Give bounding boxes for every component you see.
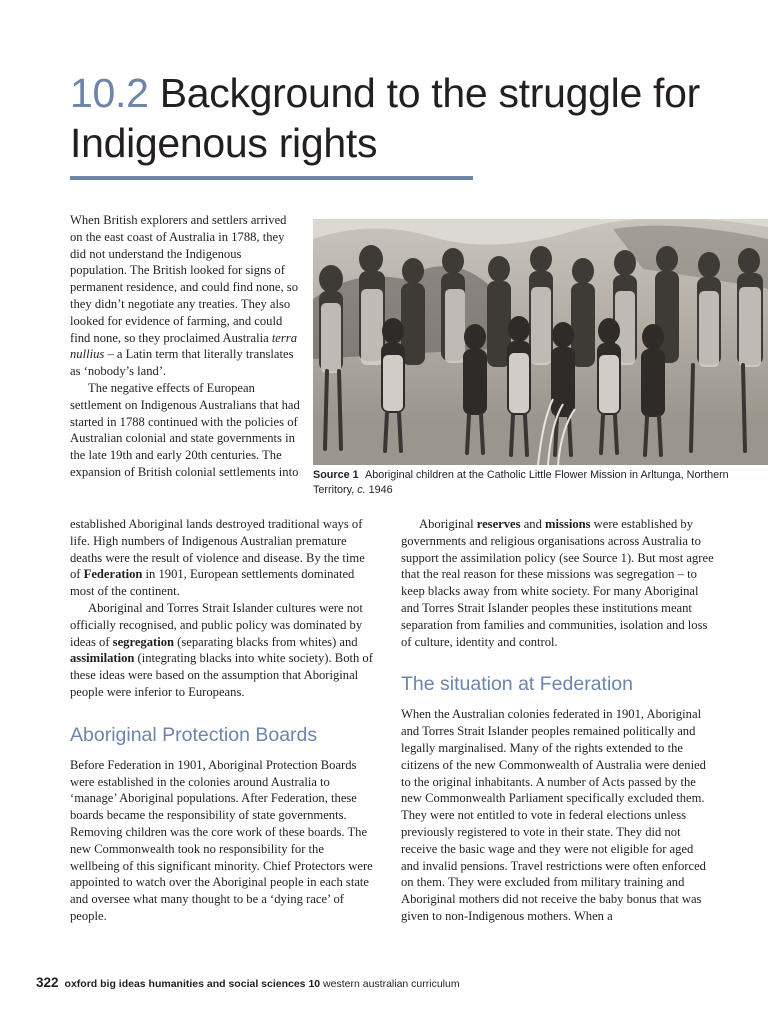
page-title xyxy=(70,68,730,168)
intro-paragraph-2-continued: established Aboriginal lands destroyed traditional ways of life. High numbers of Indigenous Australian premature deaths were the result of violence and disease. By the time of Federation in 1901, European settlements dominated most of the continent. xyxy=(70,517,365,599)
caption-text: Aboriginal children at the Catholic Little Flower Mission in Arltunga, Northern Territory, xyxy=(313,469,729,496)
intro-paragraph-1: When British explorers and settlers arrived on the east coast of Australia in 1788, they did not understand the Indigenous population. The British looked for signs of permanent residence, and could find none, so they didn’t negotiate any treaties. They also looked for evidence of farming, and could find none, so they proclaimed Australia terra nullius – a Latin term that literally translates as ‘nobody’s land’. xyxy=(70,213,299,379)
title-rule xyxy=(70,176,473,180)
page-footer xyxy=(36,975,736,990)
source-1-caption xyxy=(313,468,733,497)
caption-circa: c. xyxy=(357,483,366,496)
page-number: 322 xyxy=(36,975,59,990)
boards-paragraph: Before Federation in 1901, Aboriginal Protection Boards were established in the colonies around Australia to ‘manage’ Aboriginal populations. After Federation, these boards became the responsibility of state governments. Removing children was the core work of these boards. The new Commonwealth took no responsibility for the wellbeing of this significant minority. Chief Protectors were appointed to watch over the Aboriginal people in each state and oversee what many thought to be a ‘dying race’ of people. xyxy=(70,757,373,923)
caption-year: 1946 xyxy=(365,483,393,496)
caption-label: Source 1 xyxy=(313,469,359,481)
federation-heading: The situation at Federation xyxy=(401,673,633,696)
intro-paragraph-3: Aboriginal and Torres Strait Islander cultures were not officially recognised, and public policy was dominated by ideas of segregation (separating blacks from whites) and assimilation (integrating blacks into white society). Both of these ideas were based on the assumption that Aboriginal people were inferior to Europeans. xyxy=(70,600,373,699)
intro-paragraph-2: The negative effects of European settlement on Indigenous Australians that had started in 1788 continued with the policies of Australian colonial and state governments in the late 19th and early 20th centuries. The expansion of British colonial settlements into xyxy=(70,380,300,479)
book-title: oxford big ideas humanities and social sciences 10 xyxy=(64,978,321,990)
intro-column-narrow xyxy=(70,212,300,481)
federation-paragraph: When the Australian colonies federated in 1901, Aboriginal and Torres Strait Islander peoples remained politically and legally marginalised. Many of the rights extended to the citizens of the new Commonwealth of Australia were denied to the original inhabitants. A number of Acts passed by the new Commonwealth Parliament specifically excluded them. They were not entitled to vote in federal elections unless previously registered to vote in their state. They did not receive the basic wage and they were not eligible for aged and invalid pensions. Travel restrictions were often enforced on them. They were excluded from military training and Aboriginal mothers did not receive the baby bonus that was given to non-Indigenous mothers. When a xyxy=(401,707,706,923)
reserves-paragraph: Aboriginal reserves and missions were established by governments and religious organisations across Australia to support the assimilation policy (see Source 1). But most agree that the real reason for these missions was segregation – to keep blacks away from white society. For many Aboriginal and Torres Strait Islander peoples these institutions meant separation from families and communities, isolation and loss of culture, identity and control. xyxy=(401,517,714,649)
right-column xyxy=(401,516,714,925)
title-text: Background to the struggle for Indigenous rights xyxy=(70,70,700,166)
source-1-photo xyxy=(313,219,768,465)
boards-heading: Aboriginal Protection Boards xyxy=(70,723,318,746)
left-column xyxy=(70,516,374,925)
book-subtitle: western australian curriculum xyxy=(320,978,460,990)
section-number: 10.2 xyxy=(70,70,149,116)
